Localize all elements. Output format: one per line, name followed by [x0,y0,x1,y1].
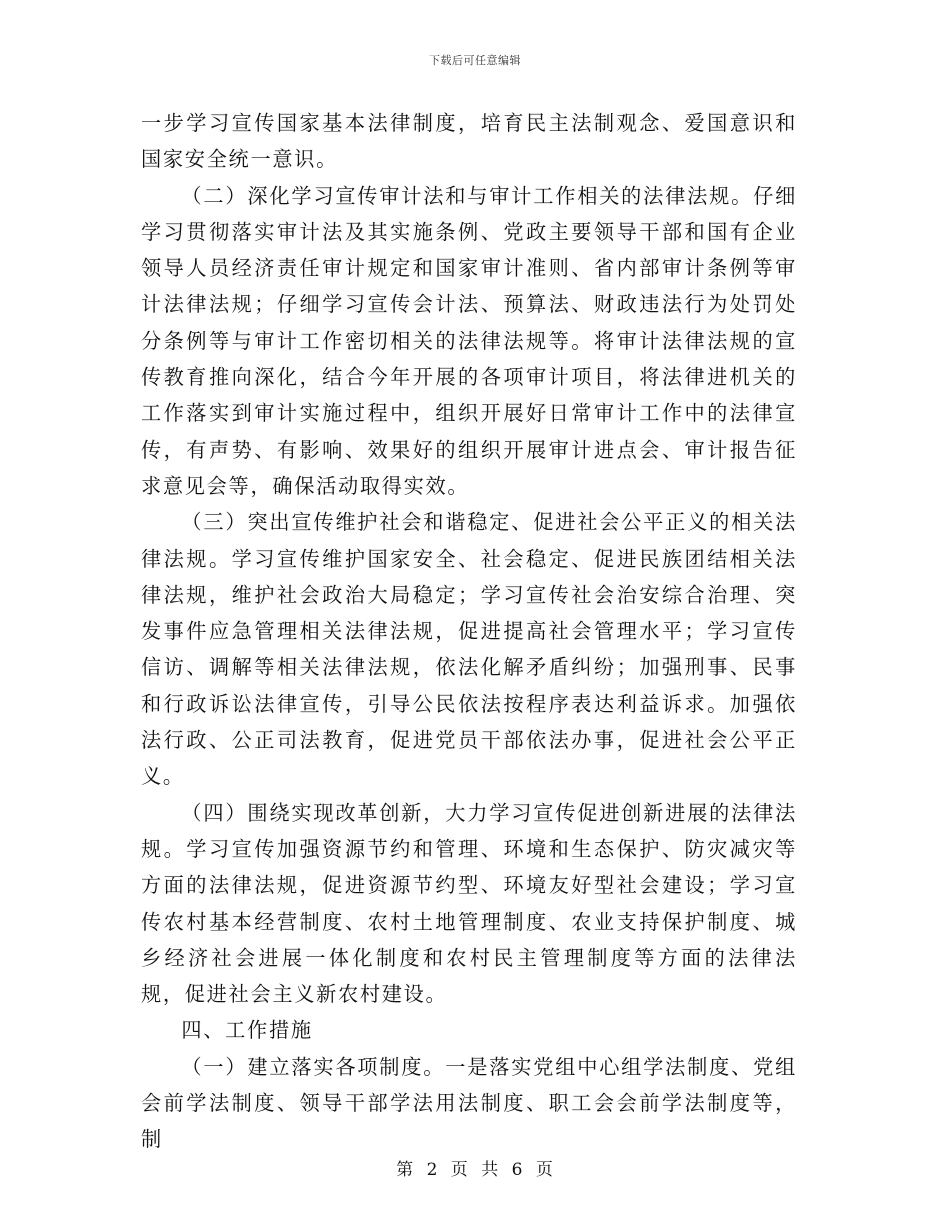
paragraph-4: （四）围绕实现改革创新，大力学习宣传促进创新进展的法律法规。学习宣传加强资源节约和管理、环境和生态保护、防灾减灾等方面的法律法规，促进资源节约型、环境友好型社会建设；学习宣传农村基本经营制度、农村土地管理制度、农业支持保护制度、城乡经济社会进展一体化制度和农村民主管理制度等方面的法律法规，促进社会主义新农村建设。 [141,800,797,1007]
document-body [141,105,797,1158]
paragraph-5: （一）建立落实各项制度。一是落实党组中心组学法制度、党组会前学法制度、领导干部学法用法制度、职工会会前学法制度等，制 [141,1054,797,1152]
paragraph-2: （二）深化学习宣传审计法和与审计工作相关的法律法规。仔细学习贯彻落实审计法及其实施条例、党政主要领导干部和国有企业领导人员经济责任审计规定和国家审计准则、省内部审计条例等审计法律法规；仔细学习宣传会计法、预算法、财政违法行为处罚处分条例等与审计工作密切相关的法律法规等。将审计法律法规的宣传教育推向深化，结合今年开展的各项审计项目，将法律进机关的工作落实到审计实施过程中，组织开展好日常审计工作中的法律宣传，有声势、有影响、效果好的组织开展审计进点会、审计报告征求意见会等，确保活动取得实效。 [141,183,797,498]
page-number: 第 2 页 共 6 页 [396,1160,554,1180]
paragraph-1: 一步学习宣传国家基本法律制度，培育民主法制观念、爱国意识和国家安全统一意识。 [141,111,797,172]
page-header: 下载后可任意编辑 [429,54,521,67]
section-heading: 四、工作措施 [181,1018,313,1043]
paragraph-3: （三）突出宣传维护社会和谐稳定、促进社会公平正义的相关法律法规。学习宣传维护国家安全、社会稳定、促进民族团结相关法律法规，维护社会政治大局稳定；学习宣传社会治安综合治理、突发事件应急管理相关法律法规，促进提高社会管理水平；学习宣传信访、调解等相关法律法规，依法化解矛盾纠纷；加强刑事、民事和行政诉讼法律宣传，引导公民依法按程序表达利益诉求。加强依法行政、公正司法教育，促进党员干部依法办事，促进社会公平正义。 [141,510,797,789]
